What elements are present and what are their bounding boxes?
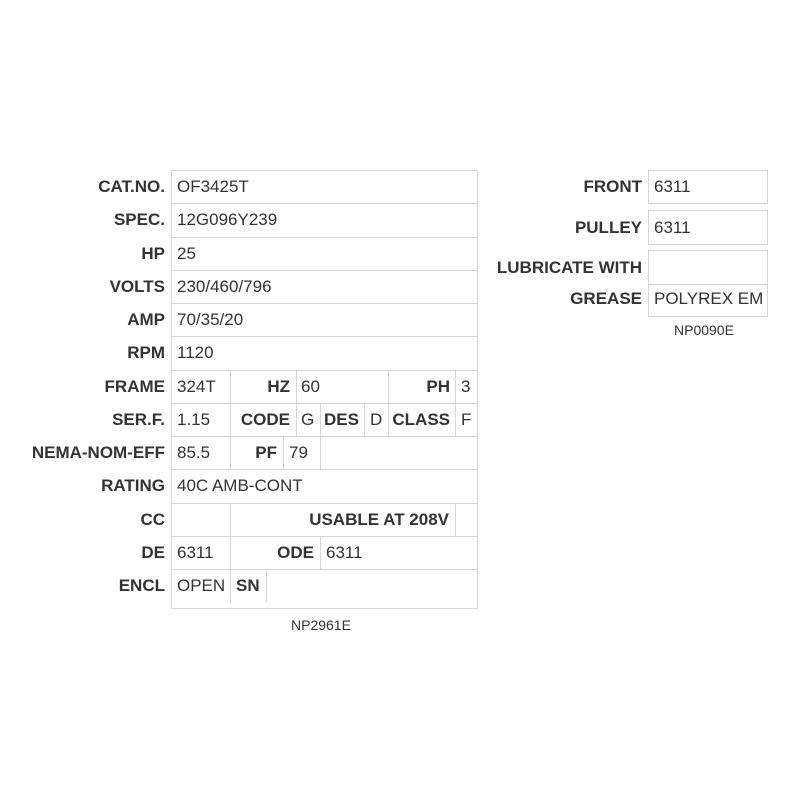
amp-label: AMP bbox=[127, 310, 165, 329]
sn-label: SN bbox=[236, 576, 260, 595]
pf-label: PF bbox=[255, 443, 277, 462]
code-label: CODE bbox=[240, 410, 290, 429]
cat-no-value: OF3425T bbox=[177, 177, 249, 196]
ode-label: ODE bbox=[277, 543, 314, 562]
nema-nom-eff-label: NEMA-NOM-EFF bbox=[31, 443, 165, 462]
de-label: DE bbox=[141, 543, 165, 562]
volts-value: 230/460/796 bbox=[177, 277, 272, 296]
hz-value: 60 bbox=[301, 377, 320, 396]
front-label: FRONT bbox=[583, 177, 642, 196]
pf-value: 79 bbox=[289, 443, 308, 462]
encl-value: OPEN bbox=[177, 576, 226, 595]
ph-value: 3 bbox=[461, 377, 471, 396]
amp-value: 70/35/20 bbox=[177, 310, 244, 329]
serf-value: 1.15 bbox=[177, 410, 211, 429]
left-plate-code: NP2961E bbox=[291, 617, 351, 633]
encl-label: ENCL bbox=[118, 576, 165, 595]
class-value: F bbox=[461, 410, 472, 429]
serf-label: SER.F. bbox=[112, 410, 165, 429]
des-label: DES bbox=[324, 410, 359, 429]
grease-label: GREASE bbox=[570, 289, 642, 308]
code-value: G bbox=[301, 410, 315, 429]
grease-value: POLYREX EM bbox=[654, 289, 764, 308]
rating-label: RATING bbox=[101, 476, 165, 495]
lubricate-with-label: LUBRICATE WITH bbox=[496, 258, 642, 277]
hp-label: HP bbox=[141, 244, 165, 263]
class-label: CLASS bbox=[392, 410, 450, 429]
nema-nom-eff-value: 85.5 bbox=[177, 443, 211, 462]
cat-no-label: CAT.NO. bbox=[98, 177, 165, 196]
frame-label: FRAME bbox=[104, 377, 165, 396]
rpm-value: 1120 bbox=[177, 343, 214, 362]
frame-value: 324T bbox=[177, 377, 216, 396]
spec-label: SPEC. bbox=[113, 210, 165, 229]
ode-value: 6311 bbox=[326, 543, 363, 562]
de-value: 6311 bbox=[177, 543, 214, 562]
rpm-label: RPM bbox=[127, 343, 165, 362]
usable-at-208v-note: USABLE AT 208V bbox=[309, 510, 449, 529]
pulley-label: PULLEY bbox=[574, 218, 642, 237]
volts-label: VOLTS bbox=[109, 277, 165, 296]
spec-value: 12G096Y239 bbox=[177, 210, 278, 229]
front-value: 6311 bbox=[654, 177, 691, 196]
des-value: D bbox=[370, 410, 383, 429]
cc-label: CC bbox=[140, 510, 165, 529]
ph-label: PH bbox=[426, 377, 450, 396]
pulley-value: 6311 bbox=[654, 218, 691, 237]
rating-value: 40C AMB-CONT bbox=[177, 476, 303, 495]
row-divider bbox=[648, 284, 768, 285]
right-plate-code: NP0090E bbox=[674, 322, 734, 338]
hz-label: HZ bbox=[267, 377, 290, 396]
hp-value: 25 bbox=[177, 244, 196, 263]
